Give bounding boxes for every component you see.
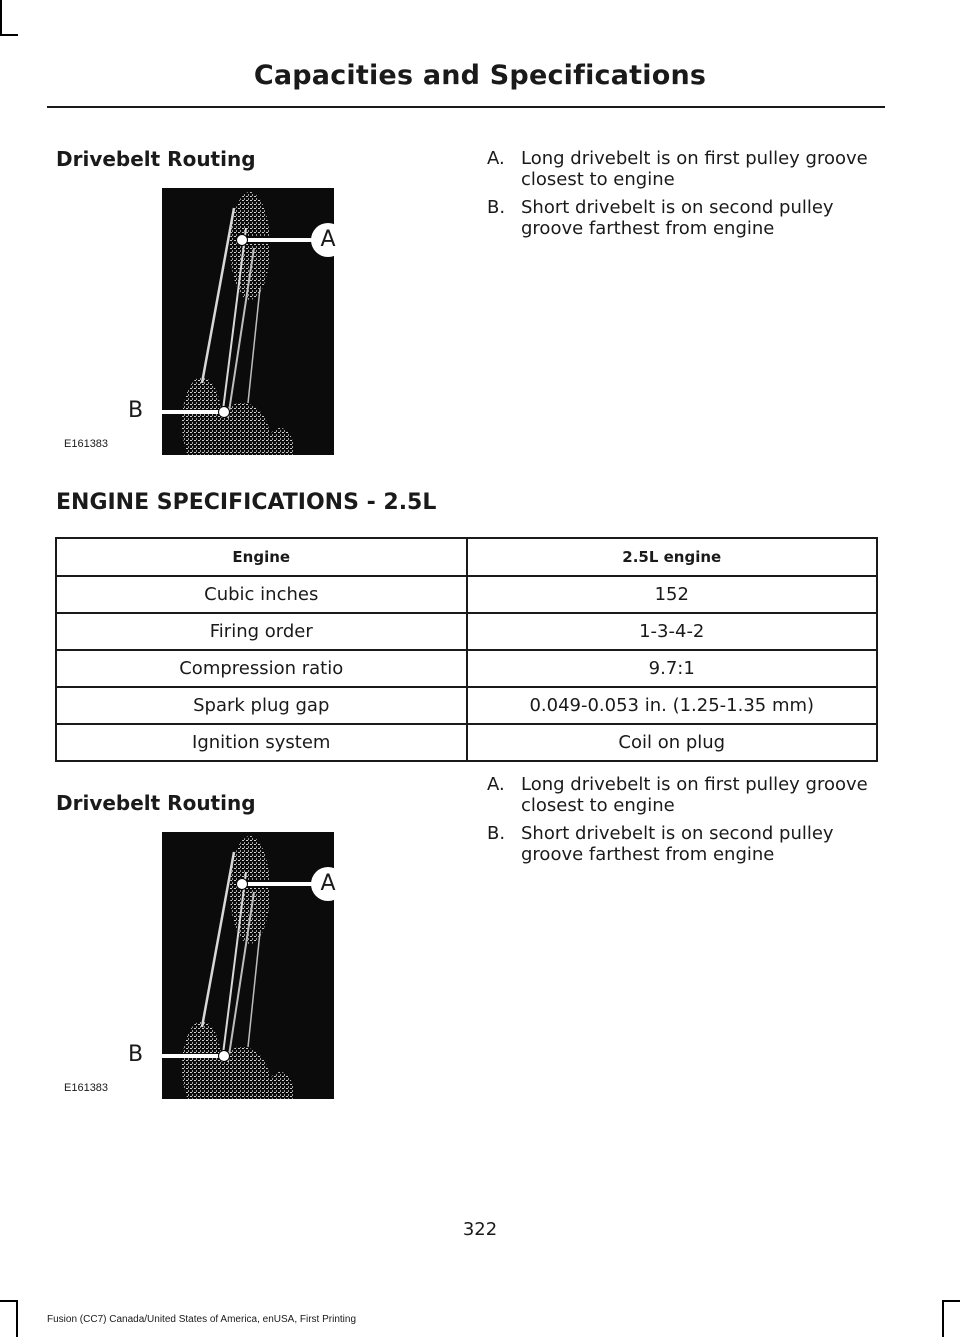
section-heading: Drivebelt Routing — [56, 147, 256, 171]
header-rule — [47, 106, 885, 108]
table-cell: Ignition system — [56, 724, 467, 761]
legend-key: A. — [487, 774, 505, 795]
callout-dot-a — [236, 234, 248, 246]
drivebelt-figure — [56, 832, 356, 1102]
table-row — [56, 724, 877, 761]
legend-text: Short drivebelt is on second pulley groove farthest from engine — [521, 197, 834, 239]
table-cell: Spark plug gap — [56, 687, 467, 724]
callout-line-a — [242, 238, 322, 242]
table-cell: 1-3-4-2 — [467, 613, 878, 650]
table-row — [56, 687, 877, 724]
spec-heading: ENGINE SPECIFICATIONS - 2.5L — [56, 490, 437, 515]
table-cell: 9.7:1 — [467, 650, 878, 687]
table-row — [56, 650, 877, 687]
callout-dot-b — [218, 406, 230, 418]
legend-key: B. — [487, 823, 506, 844]
table-cell: 152 — [467, 576, 878, 613]
legend-key: A. — [487, 148, 505, 169]
footer-text: Fusion (CC7) Canada/United States of America, enUSA, First Printing — [47, 1314, 357, 1325]
callout-label-a: A — [311, 223, 345, 257]
legend-item-b — [487, 823, 887, 865]
engine-spec-table — [55, 537, 878, 762]
crop-mark — [942, 1300, 960, 1302]
legend-item-a — [487, 774, 887, 816]
table-row — [56, 613, 877, 650]
legend-key: B. — [487, 197, 506, 218]
table-cell: Coil on plug — [467, 724, 878, 761]
legend-item-a — [487, 148, 887, 190]
page-title: Capacities and Specifications — [253, 60, 707, 91]
table-cell: Compression ratio — [56, 650, 467, 687]
table-row — [56, 576, 877, 613]
page-number: 322 — [462, 1219, 498, 1240]
column-header: 2.5L engine — [467, 538, 878, 576]
figure-code: E161383 — [64, 1082, 109, 1094]
section-heading: Drivebelt Routing — [56, 791, 256, 815]
column-header: Engine — [56, 538, 467, 576]
drivebelt-figure — [56, 188, 356, 458]
callout-label-b: B — [128, 398, 144, 423]
figure-legend — [487, 774, 887, 872]
callout-line-b — [152, 1054, 226, 1058]
table-cell: Firing order — [56, 613, 467, 650]
table-cell: Cubic inches — [56, 576, 467, 613]
table-header-row — [56, 538, 877, 576]
drivebelt-illustration — [162, 188, 334, 455]
crop-mark — [0, 34, 18, 36]
table-cell: 0.049-0.053 in. (1.25-1.35 mm) — [467, 687, 878, 724]
drivebelt-illustration — [162, 832, 334, 1099]
legend-text: Short drivebelt is on second pulley groove farthest from engine — [521, 823, 834, 865]
figure-code: E161383 — [64, 438, 109, 450]
legend-item-b — [487, 197, 887, 239]
legend-text: Long drivebelt is on first pulley groove closest to engine — [521, 774, 868, 816]
callout-label-b: B — [128, 1042, 144, 1067]
crop-mark — [942, 1300, 944, 1337]
drivebelt-photo — [162, 188, 334, 455]
drivebelt-photo — [162, 832, 334, 1099]
callout-dot-b — [218, 1050, 230, 1062]
crop-mark — [0, 0, 2, 36]
callout-line-a — [242, 882, 322, 886]
figure-legend — [487, 148, 887, 246]
callout-label-a: A — [311, 867, 345, 901]
callout-dot-a — [236, 878, 248, 890]
legend-text: Long drivebelt is on first pulley groove closest to engine — [521, 148, 868, 190]
crop-mark — [16, 1300, 18, 1337]
callout-line-b — [152, 410, 226, 414]
